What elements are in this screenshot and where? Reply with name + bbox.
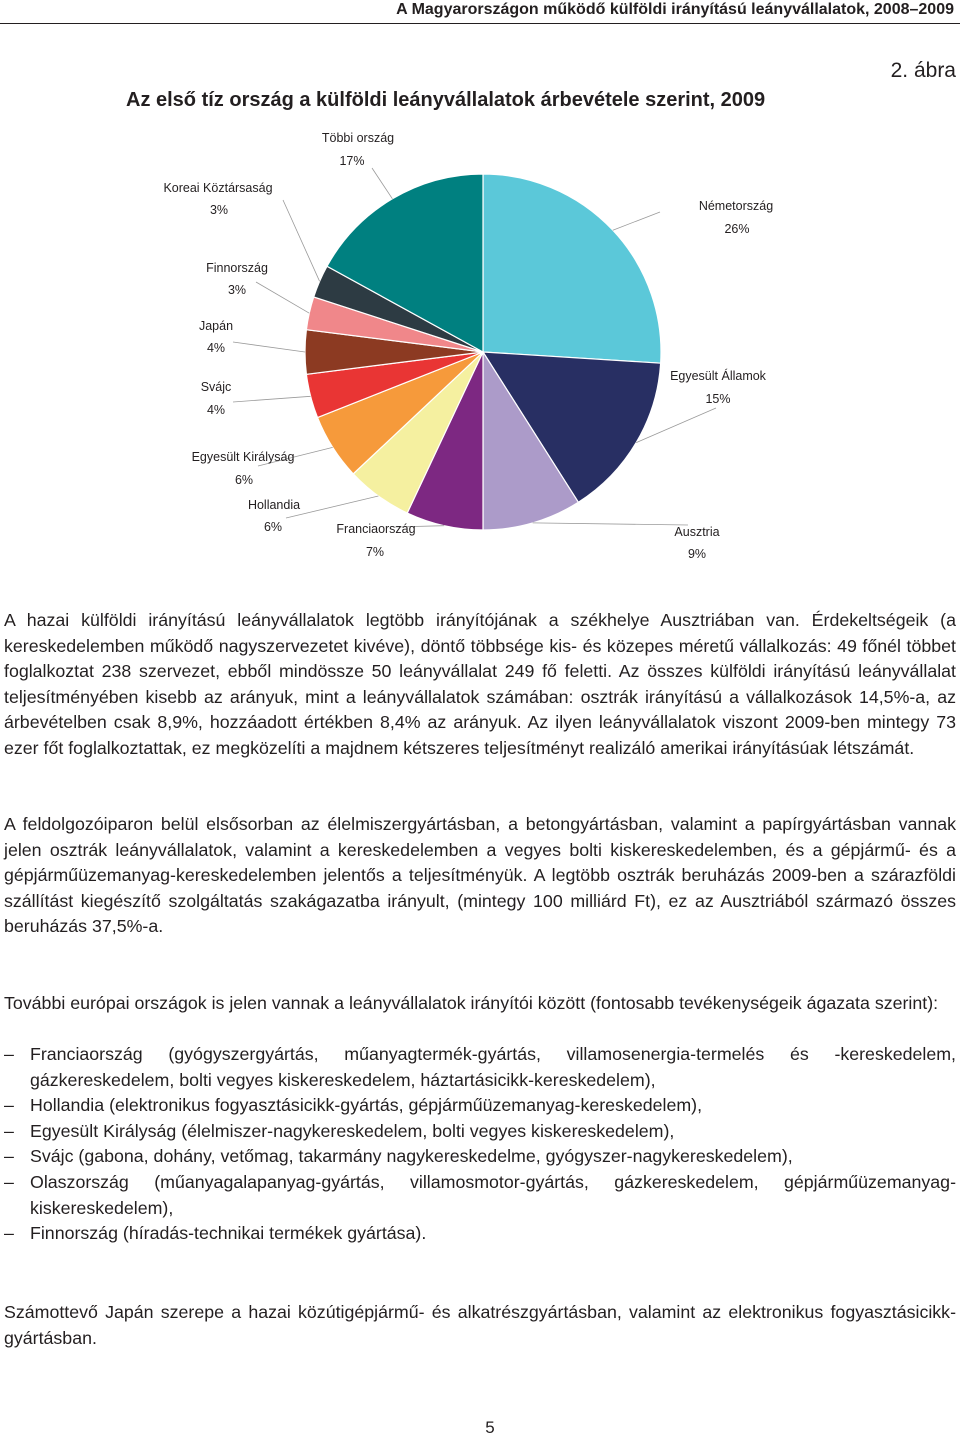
running-title: A Magyarországon működő külföldi irányítású leányvállalatok, 2008–2009 bbox=[396, 1, 954, 18]
list-item bbox=[4, 1093, 956, 1119]
leader-line bbox=[256, 282, 309, 313]
label-svajc-value: 4% bbox=[206, 403, 226, 417]
list-item bbox=[4, 1042, 956, 1093]
label-ausztria-name: Ausztria bbox=[674, 525, 720, 539]
label-franciaorszag-value: 7% bbox=[365, 545, 385, 559]
label-hollandia-value: 6% bbox=[263, 520, 283, 534]
label-svajc-name: Svájc bbox=[200, 380, 232, 394]
list-item-text: Olaszország (műanyagalapanyag-gyártás, villamosmotor-gyártás, gázkereskedelem, gépjárműüzemanyag-kiskereskedelem), bbox=[30, 1171, 956, 1218]
label-tobbi-orszag-name: Többi ország bbox=[321, 131, 395, 145]
list-item-text: Hollandia (elektronikus fogyasztásicikk-gyártás, gépjárműüzemanyag-kereskedelem), bbox=[30, 1095, 703, 1116]
label-finnorszag-value: 3% bbox=[227, 283, 247, 297]
leader-line bbox=[372, 168, 392, 199]
dash-bullet: – bbox=[4, 1146, 14, 1167]
list-item bbox=[4, 1221, 956, 1247]
label-franciaorszag-name: Franciaország bbox=[336, 522, 416, 536]
pie-slice-németország bbox=[483, 174, 661, 363]
dash-bullet: – bbox=[4, 1044, 14, 1064]
list-item-text: Egyesült Királyság (élelmiszer-nagykereskedelem, bolti vegyes kiskereskedelem), bbox=[30, 1120, 675, 1141]
label-korea-name: Koreai Köztársaság bbox=[163, 181, 273, 195]
list-item bbox=[4, 1170, 956, 1221]
country-activity-list bbox=[4, 1042, 956, 1247]
label-japan-value: 4% bbox=[206, 341, 226, 355]
label-nemetorszag-name: Németország bbox=[698, 199, 774, 213]
label-finnorszag-name: Finnország bbox=[206, 261, 268, 275]
list-item-text: Finnország (híradás-technikai termékek gyártása). bbox=[30, 1223, 427, 1244]
label-usa-value: 15% bbox=[705, 392, 731, 406]
running-header bbox=[0, 0, 960, 24]
pie-slices bbox=[305, 174, 661, 530]
dash-bullet: – bbox=[4, 1095, 14, 1116]
list-item-text: Svájc (gabona, dohány, vetőmag, takarmány nagykereskedelme, gyógyszer-nagykereskedelem), bbox=[30, 1146, 793, 1167]
dash-bullet: – bbox=[4, 1223, 14, 1244]
label-ausztria-value: 9% bbox=[687, 547, 707, 561]
label-nemetorszag-value: 26% bbox=[724, 222, 750, 236]
figure-number: 2. ábra bbox=[890, 59, 956, 82]
list-item bbox=[4, 1119, 956, 1145]
label-korea-value: 3% bbox=[209, 203, 229, 217]
label-uk-name: Egyesült Királyság bbox=[191, 450, 295, 464]
list-item-text: Franciaország (gyógyszergyártás, műanyagtermék-gyártás, villamosenergia-termelés és -kereskedelem, gázkereskedelem, bolti vegyes kiskereskedelem, háztartásicikk-kereskedelem), bbox=[30, 1044, 956, 1090]
lead-paragraph: A hazai külföldi irányítású leányvállalatok legtöbb irányítójának a székhelye Ausztriában van. Érdekeltségeik (a kereskedelemben működő nagyszervezetet kivéve), döntő többsége kis- és közepes méretű vállalkozás: 49 főnél többet foglalkoztat 238 szervezet, ebből mindössze 50 leányvállalat 249 fő feletti. Az összes külföldi irányítású leányvállalat teljesítményében kisebb az arányuk, mint a leányvállalatok számában: osztrák irányítású a vállalkozások 14,5%-a, az árbevételben csak 8,9%, hozzáadott értékben 8,4% az arányuk. Az ilyen leányvállalatok viszont 2009-ben mintegy 73 ezer főt foglalkoztattak, ez megközelíti a majdnem kétszeres teljesítményt realizáló amerikai irányításúak létszámát. bbox=[4, 610, 956, 758]
leader-line bbox=[233, 342, 305, 352]
leader-line bbox=[613, 212, 660, 230]
leader-line bbox=[283, 200, 320, 281]
leader-line bbox=[233, 396, 311, 402]
second-paragraph: A feldolgozóiparon belül elsősorban az élelmiszergyártásban, a betongyártásban, valamint a papírgyártásban vannak jelen osztrák leányvállalatok, valamint a kereskedelemben a vegyes bolti kiskereskedelemben, és a gépjármű- és a gépjárműüzemanyag-kereskedelemben jelentős a teljesítményük. A legtöbb osztrák beruházás 2009-ben a szárazföldi szállítást kiegészítő szolgáltatás szakágazatba irányult, (mintegy 100 milliárd Ft), ez az Ausztriából származó összes beruházás 37,5%-a. bbox=[4, 814, 956, 937]
label-hollandia-name: Hollandia bbox=[247, 498, 301, 512]
leader-line bbox=[533, 523, 688, 525]
list-item bbox=[4, 1144, 956, 1170]
page-number: 5 bbox=[485, 1418, 495, 1437]
label-tobbi-orszag-value: 17% bbox=[339, 154, 365, 168]
label-japan-name: Japán bbox=[198, 319, 234, 333]
label-usa-name: Egyesült Államok bbox=[670, 369, 766, 383]
dash-bullet: – bbox=[4, 1120, 14, 1141]
label-uk-value: 6% bbox=[234, 473, 254, 487]
intro-paragraph: További európai országok is jelen vannak a leányvállalatok irányítói között (fontosabb tevékenységeik ágazata szerint): bbox=[4, 993, 939, 1013]
dash-bullet: – bbox=[4, 1171, 14, 1192]
japan-paragraph: Számottevő Japán szerepe a hazai közútigépjármű- és alkatrészgyártásban, valamint az elektronikus fogyasztásicikk-gyártásban. bbox=[4, 1302, 956, 1348]
chart-title: Az első tíz ország a külföldi leányvállalatok árbevétele szerint, 2009 bbox=[126, 89, 766, 111]
pie-chart bbox=[0, 120, 960, 580]
